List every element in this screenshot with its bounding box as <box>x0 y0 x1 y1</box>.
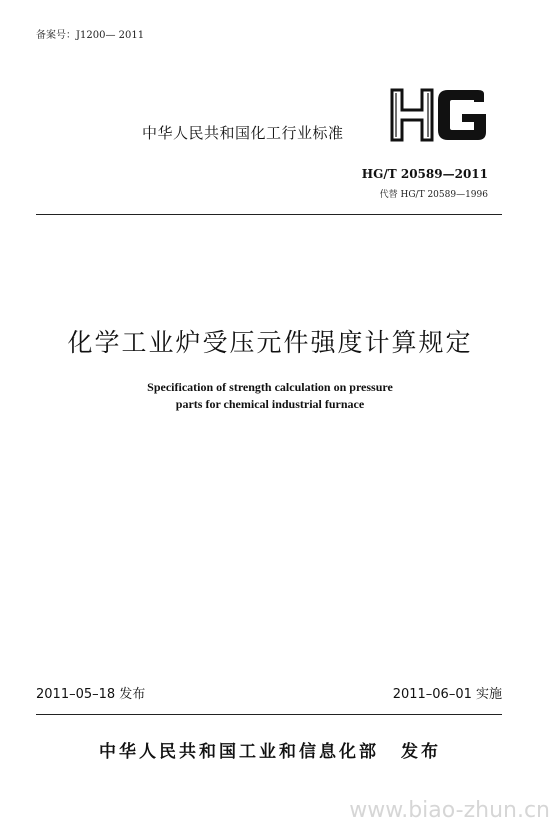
bottom-divider <box>36 714 502 715</box>
implementation-date: 2011–06–01 实施 <box>392 687 502 702</box>
title-english-line-1: Specification of strength calculation on pressure <box>147 380 393 394</box>
title-chinese: 化学工业炉受压元件强度计算规定 <box>67 328 473 357</box>
site-watermark: www.biao-zhun.cn <box>349 798 550 823</box>
release-date: 2011–05–18 发布 <box>36 687 146 702</box>
hg-logo <box>388 88 490 142</box>
issuer-org: 中华人民共和国工业和信息化部 <box>99 742 379 762</box>
title-english-line-2: parts for chemical industrial furnace <box>175 397 365 411</box>
top-divider <box>36 214 502 215</box>
issuer-action: 发布 <box>401 742 441 762</box>
standard-category: 中华人民共和国化工行业标准 <box>142 124 344 142</box>
standard-number: HG/T 20589—2011 <box>361 167 488 181</box>
issuing-authority <box>0 737 540 762</box>
registration-number: 备案号：J1200— 2011 <box>36 30 145 41</box>
replaces-standard: 代替 HG/T 20589—1996 <box>379 190 488 200</box>
